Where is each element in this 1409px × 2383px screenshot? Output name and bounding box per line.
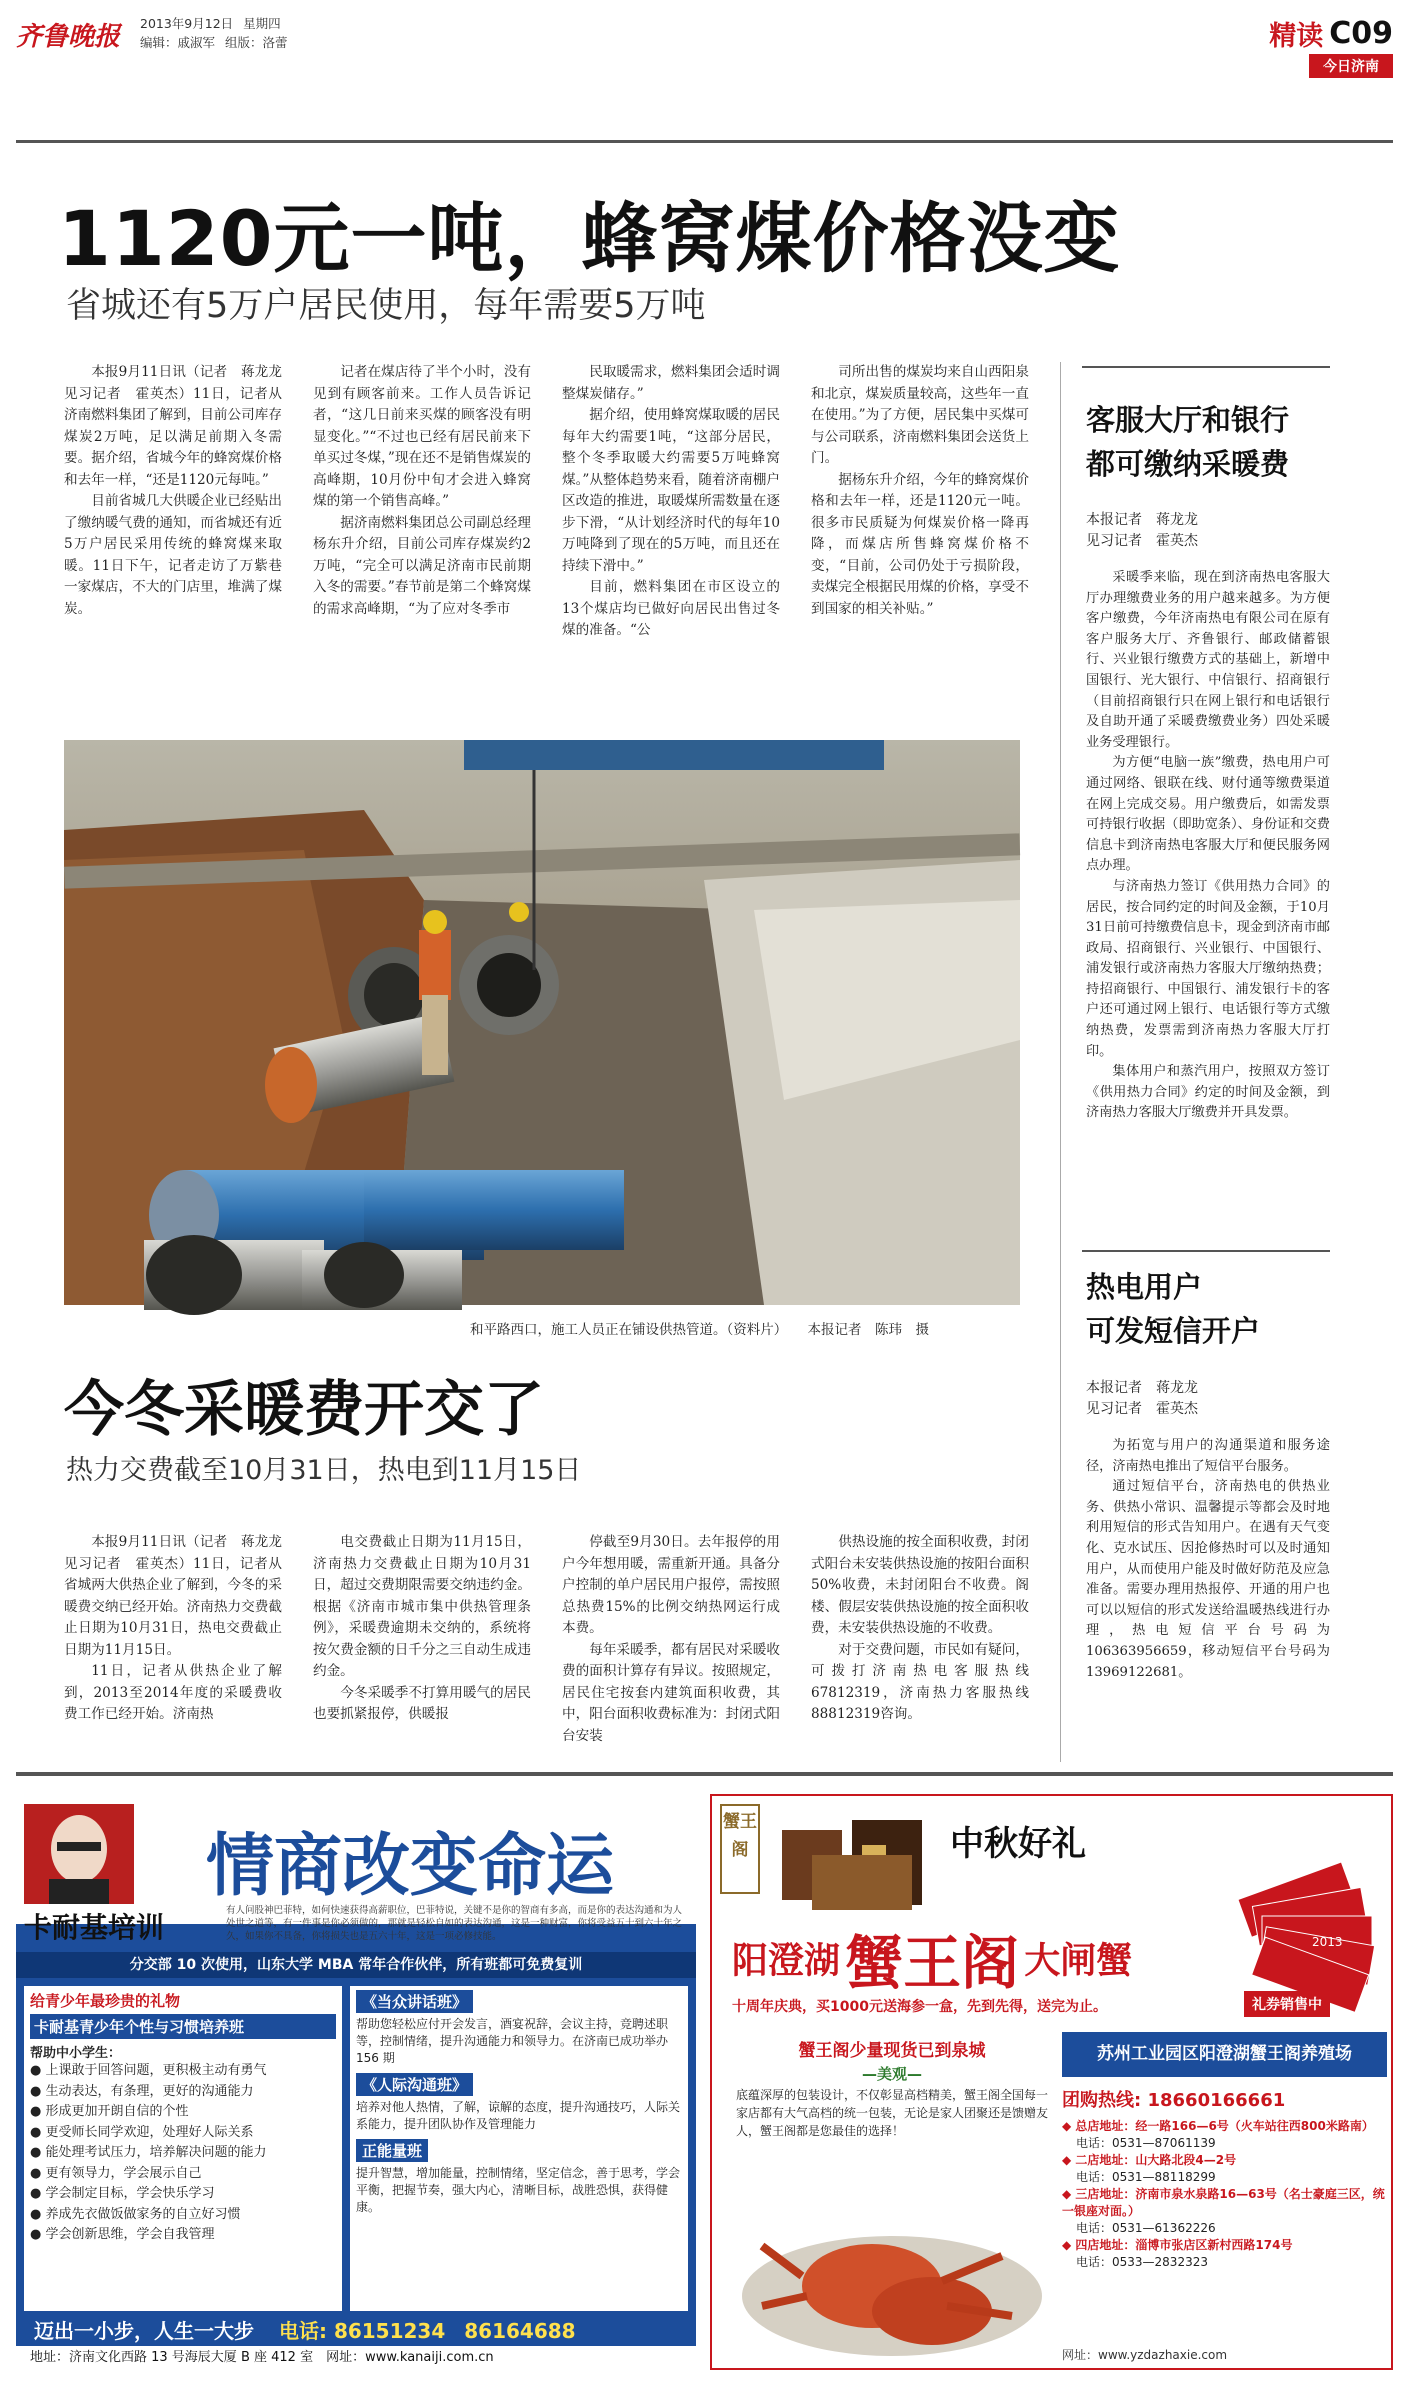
- layout-credit: 组版：洛蕾: [225, 35, 288, 50]
- speech-class-desc: 帮助您轻松应付开会发言，酒宴祝辞，会议主持，竞聘述职等，控制情绪，提升沟通能力和领导力。在济南已成功举办 156 期: [356, 2017, 669, 2065]
- kids-benefit-item: ● 能处理考试压力，培养解决问题的能力: [30, 2145, 267, 2160]
- brand-event: 大闸蟹: [1024, 1940, 1133, 1982]
- store-address: ◆ 二店地址：山大路北段4—2号: [1062, 2153, 1237, 2167]
- issue-meta: [140, 14, 298, 52]
- kids-help-label: 帮助中小学生：: [30, 2046, 122, 2061]
- article1-column-4: 司所出售的煤炭均来自山西阳泉和北京，煤炭质量较高，这些年一直在使用。”为了方便，居民集中买煤可与公司联系，济南燃料集团会送货上门。 据杨东升介绍，今年的蜂窝煤价格和去年一样，还是1120元一吨。很多市民质疑为何煤炭价格一降再降，而煤店所售蜂窝煤价格不变，“目前，公司仍处于亏损阶段，卖煤完全根据民用煤的价格，享受不到国家的相关补贴。”: [811, 364, 1029, 617]
- ad-phone-label: 电话:: [278, 2319, 327, 2343]
- sidebar2-title-line2: 可发短信开户: [1086, 1314, 1261, 1348]
- hotline-label: 团购热线:: [1062, 2090, 1142, 2111]
- ad-banner: 分交部 10 次使用，山东大学 MBA 常年合作伙伴，所有班都可免费复训: [16, 1952, 696, 1978]
- shipment-notice: 蟹王阁少量现货已到泉城: [798, 2041, 986, 2061]
- sidebar1-title: [1086, 398, 1289, 486]
- sidebar1-byline-intern: 见习记者 霍英杰: [1086, 533, 1198, 549]
- sidebar1-byline: [1086, 510, 1198, 552]
- carnegie-training-ad: [16, 1794, 696, 2370]
- ad-title: 情商改变命运: [206, 1827, 615, 1906]
- kids-benefit-item: ● 养成先衣做饭做家务的自立好习惯: [30, 2206, 241, 2222]
- issue-weekday: 星期四: [243, 16, 281, 31]
- kids-class-title: 卡耐基青少年个性与习惯培养班: [30, 2014, 336, 2039]
- sidebar2-title: [1086, 1265, 1260, 1353]
- coupon-year: 2013: [1312, 1935, 1343, 1949]
- hotline-row: [1062, 2086, 1285, 2112]
- sidebar1-rule: [1082, 366, 1330, 368]
- gift-box-illustration: [772, 1800, 952, 1920]
- sidebar1-body: 采暖季来临，现在到济南热电客服大厅办理缴费业务的用户越来越多。为方便客户缴费，今年济南热电有限公司在原有客户服务大厅、齐鲁银行、邮政储蓄银行、兴业银行缴费方式的基础上，新增中国银行、光大银行、中信银行、招商银行（目前招商银行只在网上银行和电话银行及自助开通了采暖费缴费业务）四处采暖业务受理银行。 为方便“电脑一族”缴费，热电用户可通过网络、银联在线、财付通等缴费渠道在网上完成交易。用户缴费后，如需发票可持银行收据（即助宽条）、身份证和交费信息卡到济南热电客服大厅和便民服务网点办理。 与济南热力签订《供用热力合同》的居民，按合同约定的时间及金额，于10月31日前可持缴费信息卡，现金到济南市邮政局、招商银行、兴业银行、中国银行、浦发银行或济南热力客服大厅缴纳热费；持招商银行、中国银行、浦发银行卡的客户还可通过网上银行、电话银行等方式缴纳热费，发票需到济南热力客服大厅打印。 集体用户和蒸汽用户，按照双方签订《供用热力合同》约定的时间及金额，到济南热力客服大厅缴费并开具发票。: [1086, 570, 1330, 1121]
- beauty-tag: —美观—: [861, 2065, 922, 2083]
- header-rule: [16, 140, 1393, 143]
- article1-column-1: 本报9月11日讯（记者 蒋龙龙 见习记者 霍英杰）11日，记者从济南燃料集团了解到，目前公司库存煤炭2万吨，足以满足前期入冬需要。据介绍，省城今年的蜂窝煤价格和去年一样，“还是1120元每吨。” 目前省城几大供暖企业已经贴出了缴纳暖气费的通知，而省城还有近5万户居民采用传统的蜂窝煤来取暖。11日下午，记者走访了万紫巷一家煤店，不大的门店里，堆满了煤炭。: [64, 364, 296, 617]
- promo-text: 十周年庆典，买1000元送海参一盒，先到先得，送完为止。: [732, 1999, 1107, 2015]
- crab-dish-illustration: [732, 2186, 1052, 2366]
- brand-crab-king: 蟹王阁: [845, 1929, 1020, 1997]
- crab-seal: 蟹王阁: [720, 1804, 760, 1894]
- construction-photo: [64, 740, 1020, 1305]
- carnegie-portrait-icon: [24, 1804, 134, 1904]
- communication-class-title: 《人际沟通班》: [356, 2073, 473, 2096]
- communication-class-desc: 培养对他人热情，了解，谅解的态度，提升沟通技巧，人际关系能力，提升团队协作及管理能力: [356, 2100, 681, 2131]
- package-desc: 底蕴深厚的包装设计，不仅彰显高档精美，蟹王阁全国每一家店都有大气高档的统一包装，无论是家人团聚还是馈赠友人，蟹王阁都是您最佳的选择！: [736, 2088, 1049, 2138]
- company-name: 苏州工业园区阳澄湖蟹王阁养殖场: [1062, 2032, 1387, 2077]
- article1-column-2: 记者在煤店待了半个小时，没有见到有顾客前来。工作人员告诉记者，“这几日前来买煤的顾客没有明显变化。”“不过也已经有居民前来下单买过冬煤，”现在还不是销售煤炭的高峰期，10月份中旬才会进入蜂窝煤的第一个销售高峰。” 据济南燃料集团总公司副总经理杨东升介绍，目前公司库存煤炭约2万吨，“完全可以满足济南市民前期入冬的需要。”春节前是第二个蜂窝煤的需求高峰期，“为了应对冬季市: [313, 364, 531, 617]
- store-address: ◆ 三店地址：济南市泉水泉路16—63号（名士豪庭三区，统一银座对面。）: [1062, 2187, 1385, 2218]
- store-address: ◆ 四店地址：淄博市张店区新村西路174号: [1062, 2238, 1293, 2252]
- pipe-trench-illustration: [64, 740, 1020, 1305]
- crab-brand-row: [732, 1916, 1252, 1997]
- page-number: C09: [1329, 16, 1393, 51]
- ad-slogan-row: [16, 2316, 696, 2346]
- energy-class-title: 正能量班: [356, 2139, 428, 2162]
- sidebar2-title-line1: 热电用户: [1086, 1270, 1203, 1304]
- portrait-graphic: [24, 1804, 134, 1904]
- ad-intro: 有人问股神巴菲特，如何快速获得高薪职位，巴菲特说，关键不是你的智商有多高，而是你的表达沟通和为人处世之道等，有一件事是你必须做的，那就是轻松自如的表达沟通，这是一种财富，你将受益五十到六十年之久，如果你不具备，你将损失也是五六十年，这是一项必修技能。: [226, 1905, 683, 1942]
- sidebar2-rule: [1082, 1250, 1330, 1252]
- kids-benefit-item: ● 更有领导力，学会展示自己: [30, 2165, 202, 2181]
- ad-divider-rule: [16, 1772, 1393, 1776]
- article1-column-3: 民取暖需求，燃料集团会适时调整煤炭储存。” 据介绍，使用蜂窝煤取暖的居民每年大约需要1吨，“这部分居民，整个冬季取暖大约需要5万吨蜂窝煤。”从整体趋势来看，随着济南棚户区改造的推进，取暖煤所需数量在逐步下滑，“从计划经济时代的每年10万吨降到了现在的5万吨，而且还在持续下滑中。” 目前，燃料集团在市区设立的13个煤店均已做好向居民出售过冬煤的准备。“公: [562, 364, 780, 638]
- article1-subheadline: 省城还有5万户居民使用，每年需要5万吨: [66, 286, 706, 326]
- sidebar2-byline-intern: 见习记者 霍英杰: [1086, 1401, 1198, 1417]
- store-phone: 电话：0531—87061139: [1076, 2136, 1216, 2150]
- sidebar2-byline: [1086, 1378, 1198, 1420]
- store-phone: 电话：0531—88118299: [1076, 2170, 1216, 2184]
- article2-column-2: 电交费截止日期为11月15日，济南热力交费截止日期为10月31日，超过交费期限需要交纳违约金。根据《济南市城市集中供热管理条例》，采暖费逾期未交纳的，系统将按欠费金额的日千分之三自动生成违约金。 今冬采暖季不打算用暖气的居民也要抓紧报停，供暖报: [313, 1534, 531, 1722]
- article2-column-1: 本报9月11日讯（记者 蒋龙龙 见习记者 霍英杰）11日，记者从省城两大供热企业了解到，今冬的采暖费交纳已经开始。济南热力交费截止日期为10月31日，热电交费截止日期为11月15日。 11日，记者从供热企业了解到，2013至2014年度的采暖费收费工作已经开始。济南热: [64, 1534, 296, 1722]
- energy-class-desc: 提升智慧，增加能量，控制情绪，坚定信念，善于思考，学会平衡，把握节奏，强大内心，清晰目标，战胜恐惧，获得健康。: [356, 2166, 681, 2214]
- newspaper-logo: 齐鲁晚报: [16, 22, 121, 52]
- ad-phone-2: 86164688: [464, 2319, 576, 2343]
- article2-headline: 今冬采暖费开交了: [64, 1375, 544, 1445]
- sidebar1-title-line1: 客服大厅和银行: [1086, 403, 1290, 437]
- article1-headline: 1120元一吨，蜂窝煤价格没变: [58, 194, 1121, 283]
- kids-benefit-item: ● 学会制定目标，学会快乐学习: [30, 2186, 215, 2201]
- article2-column-4: 供热设施的按全面积收费，封闭式阳台未安装供热设施的按阳台面积50%收费，未封闭阳台不收费。阁楼、假层安装供热设施的按全面积收费，未安装供热设施的不收费。 对于交费问题，市民如有疑问，可拨打济南热电客服热线67812319，济南热力客服热线88812319咨询。: [811, 1534, 1029, 1722]
- kids-tag: 给青少年最珍贵的礼物: [30, 1992, 181, 2010]
- kids-benefit-item: ● 学会创新思维，学会自我管理: [30, 2227, 215, 2242]
- kids-benefit-item: ● 形成更加开朗自信的个性: [30, 2104, 189, 2119]
- section-tag: [1269, 14, 1393, 78]
- section-name: 精读: [1269, 21, 1324, 52]
- kids-benefit-item: ● 更受师长同学欢迎，处理好人际关系: [30, 2124, 254, 2140]
- ad-address: 地址：济南文化西路 13 号海辰大厦 B 座 412 室 网址：www.kanaiji.com.cn: [16, 2346, 696, 2370]
- issue-date: 2013年9月12日: [140, 16, 234, 31]
- photo-caption: 和平路西口，施工人员正在铺设供热管道。（资料片） 本报记者 陈玮 摄: [470, 1322, 929, 1338]
- store-address: ◆ 总店地址：经一路166—6号（火车站往西800米路南）: [1062, 2119, 1374, 2133]
- sidebar1-title-line2: 都可缴纳采暖费: [1086, 447, 1290, 481]
- website: 网址：www.yzdazhaxie.com: [1062, 2348, 1228, 2362]
- kids-benefit-list: [30, 2061, 336, 2246]
- sidebar2-byline-reporter: 本报记者 蒋龙龙: [1086, 1380, 1198, 1396]
- article2-column-3: 停截至9月30日。去年报停的用户今年想用暖，需重新开通。具备分户控制的单户居民用户报停，需按照总热费15%的比例交纳热网运行成本费。 每年采暖季，都有居民对采暖收费的面积计算存有异议。按照规定，居民住宅按套内建筑面积收费，其中，阳台面积收费标准为：封闭式阳台安装: [562, 1534, 780, 1744]
- sidebar2-body: 为拓宽与用户的沟通渠道和服务途径，济南热电推出了短信平台服务。 通过短信平台，济南热电的供热业务、供热小常识、温馨提示等都会及时地利用短信的形式告知用户。在遇有天气变化、克水试压、因抢修热时可以及时通知用户，从而使用户能及时做好防范及应急准备。需要办理用热报停、开通的用户也可以以短信的形式发送给温暖热线进行办理，热电短信平台号码为106363956659，移动短信平台号码为13969122681。: [1086, 1438, 1330, 1680]
- article2-subheadline: 热力交费截至10月31日，热电到11月15日: [66, 1455, 582, 1486]
- crab-king-ad: [710, 1794, 1393, 2370]
- on-sale-badge: 礼券销售中: [1244, 1991, 1330, 2017]
- editor-credit: 编辑：戚淑军: [140, 35, 216, 50]
- store-list: [1062, 2118, 1387, 2271]
- kids-benefit-item: ● 上课敢于回答问题，更积极主动有勇气: [30, 2063, 267, 2078]
- ad-brand: 卡耐基培训: [24, 1911, 165, 1944]
- kids-benefit-item: ● 生动表达，有条理，更好的沟通能力: [30, 2083, 254, 2099]
- brand-lake: 阳澄湖: [732, 1940, 841, 1982]
- hotline-number: 18660166661: [1147, 2090, 1286, 2111]
- store-phone: 电话：0531—61362226: [1076, 2221, 1216, 2235]
- subsection-name: 今日济南: [1309, 54, 1393, 78]
- festival-title: 中秋好礼: [950, 1824, 1086, 1864]
- ad-phone-1: 86151234: [333, 2319, 446, 2343]
- sidebar1-byline-reporter: 本报记者 蒋龙龙: [1086, 512, 1198, 528]
- column-divider: [1060, 362, 1061, 1762]
- speech-class-title: 《当众讲话班》: [356, 1990, 473, 2013]
- ad-slogan: 迈出一小步，人生一大步: [34, 2319, 254, 2343]
- store-phone: 电话：0533—2832323: [1076, 2255, 1208, 2269]
